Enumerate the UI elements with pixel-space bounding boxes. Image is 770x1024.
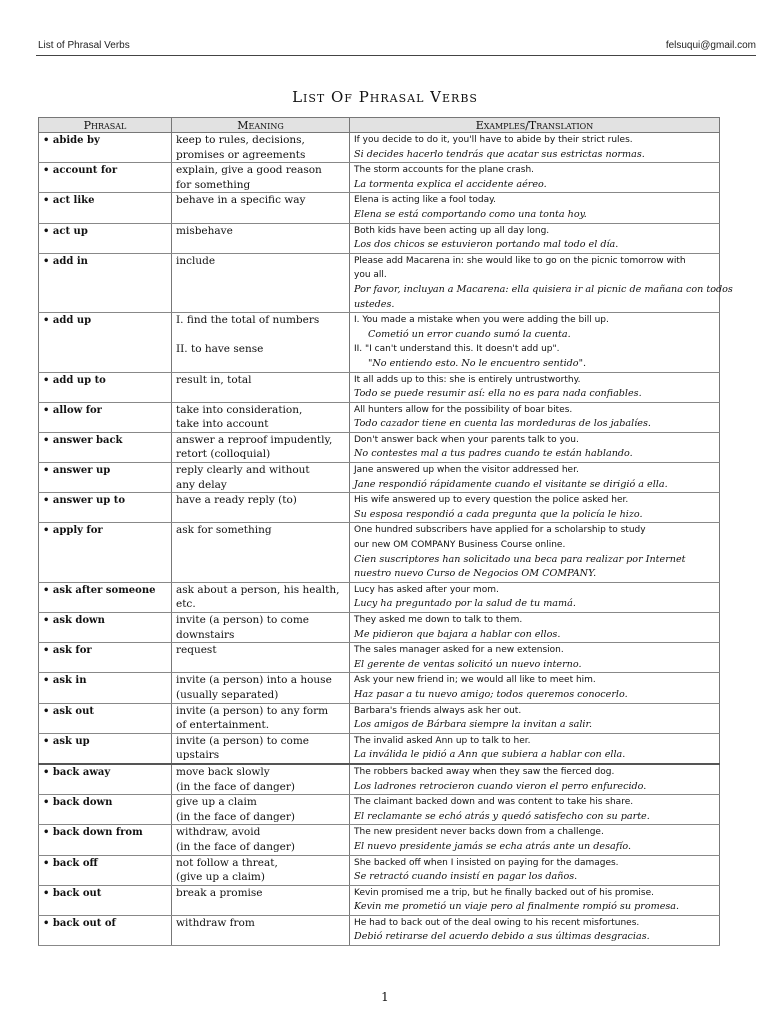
table-row bbox=[39, 163, 720, 193]
meaning-cell bbox=[172, 193, 350, 223]
column-header-examples: Examples/Translation bbox=[350, 118, 720, 133]
example-translation: Cien suscriptores han solicitado una beca para realizar por Internet bbox=[354, 553, 686, 565]
meaning-line: take into account bbox=[176, 418, 269, 431]
table-row bbox=[39, 432, 720, 462]
examples-cell bbox=[350, 733, 720, 764]
phrasal-verb: • allow for bbox=[39, 402, 172, 432]
examples-cell bbox=[350, 855, 720, 885]
meaning-line: ask about a person, his health, bbox=[176, 583, 340, 596]
meaning-line: keep to rules, decisions, bbox=[176, 134, 305, 146]
example-sentence: The new president never backs down from a challenge. bbox=[354, 827, 604, 838]
phrasal-verb: • apply for bbox=[39, 523, 172, 582]
example-sentence: Jane answered up when the visitor addressed her. bbox=[354, 465, 579, 476]
examples-cell bbox=[350, 523, 720, 582]
table-row bbox=[39, 673, 720, 703]
example-sentence: His wife answered up to every question the police asked her. bbox=[354, 495, 629, 506]
meaning-cell bbox=[172, 764, 350, 795]
examples-cell bbox=[350, 223, 720, 253]
example-sentence: Lucy has asked after your mom. bbox=[354, 584, 499, 595]
examples-cell bbox=[350, 193, 720, 223]
examples-cell bbox=[350, 133, 720, 163]
example-sentence: Elena is acting like a fool today. bbox=[354, 195, 497, 206]
meaning-cell bbox=[172, 915, 350, 945]
example-sentence: you all. bbox=[354, 270, 387, 281]
examples-cell bbox=[350, 673, 720, 703]
meaning-cell bbox=[172, 432, 350, 462]
phrasal-verb: • account for bbox=[39, 163, 172, 193]
meaning-line: any delay bbox=[176, 478, 227, 491]
table-row bbox=[39, 764, 720, 795]
meaning-line: move back slowly bbox=[176, 765, 270, 778]
phrasal-verb: • back away bbox=[39, 764, 172, 795]
table-body bbox=[39, 133, 733, 946]
example-translation: El gerente de ventas solicitó un nuevo interno. bbox=[354, 658, 582, 670]
table-row bbox=[39, 825, 720, 855]
meaning-cell bbox=[172, 885, 350, 915]
example-sentence: The claimant backed down and was content to take his share. bbox=[354, 797, 634, 808]
example-sentence: The storm accounts for the plane crash. bbox=[354, 165, 535, 176]
table-row bbox=[39, 193, 720, 223]
meaning-line: result in, total bbox=[176, 373, 252, 386]
example-translation: El nuevo presidente jamás se echa atrás ante un desafío. bbox=[354, 840, 631, 852]
example-sentence: The invalid asked Ann up to talk to her. bbox=[354, 735, 531, 746]
example-sentence: The sales manager asked for a new extension. bbox=[354, 645, 564, 656]
phrasal-verb: • act up bbox=[39, 223, 172, 253]
example-translation: Haz pasar a tu nuevo amigo; todos queremos conocerlo. bbox=[354, 688, 628, 700]
meaning-cell bbox=[172, 313, 350, 372]
examples-cell bbox=[350, 432, 720, 462]
phrasal-verb: • ask after someone bbox=[39, 582, 172, 612]
table-row bbox=[39, 643, 720, 673]
table-header-row bbox=[39, 118, 720, 133]
phrasal-verbs-table bbox=[38, 117, 733, 946]
examples-cell bbox=[350, 402, 720, 432]
example-sentence: One hundred subscribers have applied for a scholarship to study bbox=[354, 525, 646, 536]
example-sentence: Ask your new friend in; we would all like to meet him. bbox=[354, 675, 596, 686]
table-row bbox=[39, 885, 720, 915]
example-translation: Jane respondió rápidamente cuando el visitante se dirigió a ella. bbox=[354, 478, 668, 490]
meaning-line: break a promise bbox=[176, 886, 263, 899]
example-sentence: They asked me down to talk to them. bbox=[354, 615, 523, 625]
examples-cell bbox=[350, 493, 720, 523]
phrasal-verb: • back out of bbox=[39, 915, 172, 945]
meaning-line: (in the face of danger) bbox=[176, 780, 296, 793]
meaning-line: promises or agreements bbox=[176, 148, 306, 161]
meaning-line: misbehave bbox=[176, 224, 233, 237]
table-row bbox=[39, 795, 720, 825]
meaning-line: (in the face of danger) bbox=[176, 810, 296, 823]
meaning-cell bbox=[172, 582, 350, 612]
meaning-line: upstairs bbox=[176, 749, 220, 762]
phrasal-verb: • back out bbox=[39, 885, 172, 915]
phrasal-verb: • ask up bbox=[39, 733, 172, 764]
table-row bbox=[39, 402, 720, 432]
meaning-line: (usually separated) bbox=[176, 688, 279, 701]
table-row bbox=[39, 313, 720, 372]
meaning-line: etc. bbox=[176, 598, 196, 611]
header-rule bbox=[36, 55, 756, 56]
example-translation: nuestro nuevo Curso de Negocios OM COMPANY. bbox=[354, 568, 597, 580]
table-row bbox=[39, 372, 720, 402]
example-sentence: Barbara's friends always ask her out. bbox=[354, 705, 522, 716]
examples-cell bbox=[350, 253, 733, 312]
table-row bbox=[39, 703, 720, 733]
meaning-line: II. to have sense bbox=[176, 343, 264, 356]
table-row bbox=[39, 133, 720, 163]
running-header-email: felsuqui@gmail.com bbox=[665, 40, 756, 51]
meaning-cell bbox=[172, 493, 350, 523]
phrasal-verb: • ask in bbox=[39, 673, 172, 703]
example-translation: Elena se está comportando como una tonta hoy. bbox=[354, 208, 587, 220]
meaning-line: (give up a claim) bbox=[176, 871, 265, 884]
column-header-meaning: Meaning bbox=[172, 118, 350, 133]
example-translation: El reclamante se echó atrás y quedó satisfecho con su parte. bbox=[354, 810, 650, 822]
meaning-cell bbox=[172, 825, 350, 855]
phrasal-verb: • add up to bbox=[39, 372, 172, 402]
meaning-line: take into consideration, bbox=[176, 403, 303, 416]
example-translation: Los dos chicos se estuvieron portando mal todo el día. bbox=[354, 239, 619, 251]
example-translation: Me pidieron que bajara a hablar con ellos. bbox=[354, 628, 561, 640]
meaning-line: retort (colloquial) bbox=[176, 448, 271, 461]
example-translation: Todo cazador tiene en cuenta las mordeduras de los jabalíes. bbox=[354, 418, 651, 430]
meaning-line: invite (a person) to come bbox=[176, 614, 309, 626]
phrasal-verb: • answer up bbox=[39, 463, 172, 493]
table-row bbox=[39, 493, 720, 523]
phrasal-verb: • back down from bbox=[39, 825, 172, 855]
meaning-line: include bbox=[176, 254, 216, 267]
example-sentence: Kevin promised me a trip, but he finally backed out of his promise. bbox=[354, 887, 655, 898]
table-row bbox=[39, 223, 720, 253]
running-header-title: List of Phrasal Verbs bbox=[38, 40, 130, 51]
example-sentence: He had to back out of the deal owing to his recent misfortunes. bbox=[354, 917, 640, 928]
table-row bbox=[39, 463, 720, 493]
table-row bbox=[39, 855, 720, 885]
meaning-cell bbox=[172, 523, 350, 582]
examples-cell bbox=[350, 613, 720, 643]
meaning-cell bbox=[172, 372, 350, 402]
table-row bbox=[39, 253, 720, 312]
example-translation: La inválida le pidió a Ann que subiera a hablar con ella. bbox=[354, 749, 626, 761]
example-translation: Todo se puede resumir así: ella no es para nada confiables. bbox=[354, 388, 642, 400]
meaning-cell bbox=[172, 163, 350, 193]
example-sentence: Don't answer back when your parents talk to you. bbox=[354, 434, 579, 445]
phrasal-verb: • ask out bbox=[39, 703, 172, 733]
phrasal-verb: • answer up to bbox=[39, 493, 172, 523]
phrasal-verb: • ask for bbox=[39, 643, 172, 673]
examples-cell bbox=[350, 372, 720, 402]
example-translation: Los amigos de Bárbara siempre la invitan a salir. bbox=[354, 719, 593, 731]
meaning-cell bbox=[172, 613, 350, 643]
meaning-line: give up a claim bbox=[176, 796, 257, 809]
meaning-cell bbox=[172, 673, 350, 703]
table-row bbox=[39, 613, 720, 643]
meaning-line: (in the face of danger) bbox=[176, 840, 296, 853]
example-translation: Si decides hacerlo tendrás que acatar sus estrictas normas. bbox=[354, 148, 645, 160]
meaning-line: I. find the total of numbers bbox=[176, 314, 320, 327]
meaning-cell bbox=[172, 402, 350, 432]
phrasal-verb: • add in bbox=[39, 253, 172, 312]
table-row bbox=[39, 915, 720, 945]
meaning-cell bbox=[172, 855, 350, 885]
meaning-line: explain, give a good reason bbox=[176, 164, 322, 177]
example-sentence: I. You made a mistake when you were adding the bill up. bbox=[354, 315, 609, 326]
meaning-line: answer a reproof impudently, bbox=[176, 433, 333, 446]
meaning-line: downstairs bbox=[176, 628, 235, 641]
phrasal-verb: • answer back bbox=[39, 432, 172, 462]
phrasal-verb: • act like bbox=[39, 193, 172, 223]
example-translation: Los ladrones retrocieron cuando vieron el perro enfurecido. bbox=[354, 780, 647, 792]
example-sentence: our new OM COMPANY Business Course online. bbox=[354, 540, 566, 551]
meaning-line: invite (a person) into a house bbox=[176, 674, 332, 687]
meaning-line: withdraw, avoid bbox=[176, 826, 261, 839]
phrasal-verb: • ask down bbox=[39, 613, 172, 643]
table-row bbox=[39, 582, 720, 612]
example-translation: Se retractó cuando insistí en pagar los daños. bbox=[354, 871, 578, 883]
meaning-line: invite (a person) to come bbox=[176, 734, 309, 747]
meaning-line: withdraw from bbox=[176, 916, 255, 929]
meaning-cell bbox=[172, 133, 350, 163]
meaning-line: invite (a person) to any form bbox=[176, 704, 329, 717]
example-translation: No contestes mal a tus padres cuando te están hablando. bbox=[354, 448, 633, 460]
phrasal-verb: • abide by bbox=[39, 133, 172, 163]
example-translation: La tormenta explica el accidente aéreo. bbox=[354, 178, 547, 190]
examples-cell bbox=[350, 764, 720, 795]
meaning-line: ask for something bbox=[176, 524, 272, 537]
example-translation: "No entiendo esto. No le encuentro sentido". bbox=[368, 357, 587, 369]
meaning-cell bbox=[172, 463, 350, 493]
example-translation: Por favor, incluyan a Macarena: ella quisiera ir al picnic de mañana con todos bbox=[354, 283, 733, 295]
example-translation: Debió retirarse del acuerdo debido a sus últimas desgracias. bbox=[354, 931, 650, 943]
example-sentence: II. "I can't understand this. It doesn't add up". bbox=[354, 344, 560, 355]
examples-cell bbox=[350, 825, 720, 855]
examples-cell bbox=[350, 915, 720, 945]
meaning-cell bbox=[172, 253, 350, 312]
meaning-cell bbox=[172, 643, 350, 673]
phrasal-verb: • back down bbox=[39, 795, 172, 825]
phrasal-verb: • add up bbox=[39, 313, 172, 372]
meaning-line: reply clearly and without bbox=[176, 464, 310, 477]
meaning-line: behave in a specific way bbox=[176, 194, 306, 207]
meaning-cell bbox=[172, 733, 350, 764]
example-translation: Lucy ha preguntado por la salud de tu mamá. bbox=[354, 598, 576, 610]
meaning-cell bbox=[172, 795, 350, 825]
meaning-cell bbox=[172, 703, 350, 733]
examples-cell bbox=[350, 463, 720, 493]
example-translation: ustedes. bbox=[354, 298, 395, 310]
page-number: 1 bbox=[381, 990, 389, 1004]
page-title: List Of Phrasal Verbs bbox=[292, 88, 478, 106]
table-row bbox=[39, 523, 720, 582]
example-translation: Kevin me prometió un viaje pero al finalmente rompió su promesa. bbox=[354, 901, 680, 913]
meaning-cell bbox=[172, 223, 350, 253]
example-sentence: It all adds up to this: she is entirely untrustworthy. bbox=[354, 374, 581, 385]
examples-cell bbox=[350, 163, 720, 193]
column-header-phrasal: Phrasal bbox=[39, 118, 172, 133]
meaning-line: for something bbox=[176, 178, 251, 191]
example-translation: Cometió un error cuando sumó la cuenta. bbox=[368, 328, 571, 340]
example-sentence: She backed off when I insisted on paying for the damages. bbox=[354, 857, 619, 868]
examples-cell bbox=[350, 703, 720, 733]
meaning-line: not follow a threat, bbox=[176, 856, 278, 869]
example-translation: Su esposa respondió a cada pregunta que la policía le hizo. bbox=[354, 508, 643, 520]
meaning-line: request bbox=[176, 644, 217, 657]
meaning-line: have a ready reply (to) bbox=[176, 494, 297, 507]
examples-cell bbox=[350, 643, 720, 673]
example-sentence: Please add Macarena in: she would like to go on the picnic tomorrow with bbox=[354, 255, 686, 266]
phrasal-verb: • back off bbox=[39, 855, 172, 885]
example-sentence: Both kids have been acting up all day long. bbox=[354, 225, 550, 236]
example-sentence: If you decide to do it, you'll have to abide by their strict rules. bbox=[354, 135, 633, 145]
example-sentence: The robbers backed away when they saw the fierced dog. bbox=[354, 766, 615, 777]
table-row bbox=[39, 733, 720, 764]
examples-cell bbox=[350, 313, 720, 372]
example-sentence: All hunters allow for the possibility of boar bites. bbox=[354, 404, 573, 415]
examples-cell bbox=[350, 795, 720, 825]
examples-cell bbox=[350, 885, 720, 915]
meaning-line: of entertainment. bbox=[176, 719, 270, 732]
examples-cell bbox=[350, 582, 720, 612]
